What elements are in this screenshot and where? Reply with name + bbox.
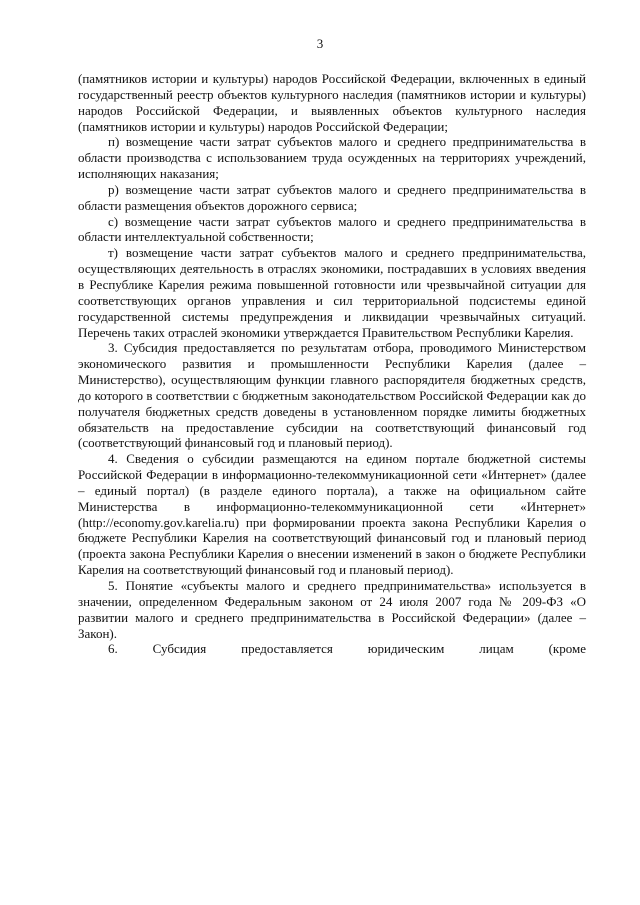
paragraph-clause-6: 6. Субсидия предоставляется юридическим лицам (кроме <box>108 641 586 657</box>
document-body <box>78 71 586 657</box>
paragraph-clause-5: 5. Понятие «субъекты малого и среднего предпринимательства» используется в значении, определенном Федеральным законом от 24 июля 2007 года № 209-ФЗ «О развитии малого и среднего предпринимательства в Российской Федерации» (далее – Закон). <box>78 578 586 641</box>
paragraph-item-r: р) возмещение части затрат субъектов малого и среднего предпринимательства в области размещения объектов дорожного сервиса; <box>78 181 586 213</box>
paragraph-item-s: с) возмещение части затрат субъектов малого и среднего предпринимательства в области интеллектуальной собственности; <box>78 213 586 245</box>
paragraph-clause-4: 4. Сведения о субсидии размещаются на едином портале бюджетной системы Российской Федерации в информационно-телекоммуникационной сети «Интернет» (далее – единый портал) (в разделе единого портала), а также на официальном сайте Министерства в информационно-телекоммуникационной сети «Интернет» (http://economy.gov.karelia.ru) при формировании проекта закона Республики Карелия о бюджете Республики Карелия на соответствующий финансовый год и плановый период (проекта закона Республики Карелия о внесении изменений в закон о бюджете Республики Карелия на соответствующий финансовый год и плановый период). <box>78 451 586 578</box>
paragraph-item-p: п) возмещение части затрат субъектов малого и среднего предпринимательства в области производства с использованием труда осужденных на территориях учреждений, исполняющих наказания; <box>78 134 586 182</box>
paragraph-clause-3: 3. Субсидия предоставляется по результатам отбора, проводимого Министерством экономического развития и промышленности Республики Карелия (далее – Министерство), осуществляющим функции главного распорядителя бюджетных средств, до которого в соответствии с бюджетным законодательством Российской Федерации как до получателя бюджетных средств доведены в установленном порядке лимиты бюджетных обязательств на предоставление субсидии на соответствующий финансовый год (соответствующий финансовый год и плановый период). <box>78 340 586 451</box>
page-number: 3 <box>316 36 324 51</box>
paragraph-intro: (памятников истории и культуры) народов Российской Федерации, включенных в единый государственный реестр объектов культурного наследия (памятников истории и культуры) народов Российской Федерации, и выявленных объектов культурного наследия (памятников истории и культуры) народов Российской Федерации; <box>78 71 586 134</box>
paragraph-item-t: т) возмещение части затрат субъектов малого и среднего предпринимательства, осуществляющих деятельность в отраслях экономики, пострадавших в условиях введения в Республике Карелия режима повышенной готовности или чрезвычайной ситуации для соответствующих органов управления и сил территориальной подсистемы единой государственной системы предупреждения и ликвидации чрезвычайных ситуаций. Перечень таких отраслей экономики утверждается Правительством Республики Карелия. <box>78 245 586 340</box>
